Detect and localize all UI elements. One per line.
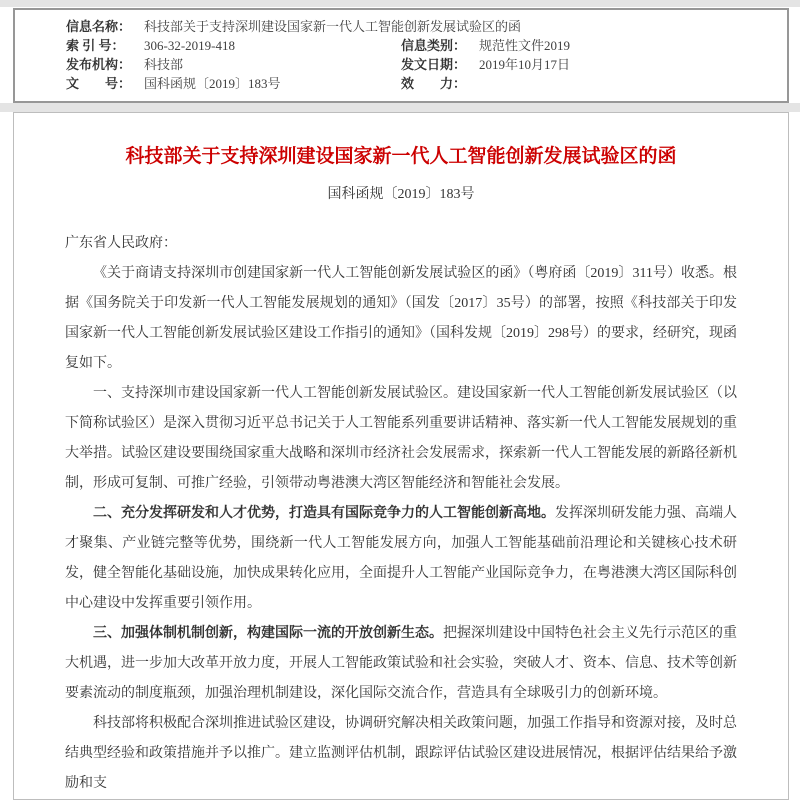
meta-label: 效 力： — [401, 76, 467, 91]
document-title: 科技部关于支持深圳建设国家新一代人工智能创新发展试验区的函 — [125, 146, 677, 167]
paragraph-text: 《关于商请支持深圳市创建国家新一代人工智能创新发展试验区的函》（粤府函〔2019〕311号）收悉。根据《国务院关于印发新一代人工智能发展规划的通知》（国发〔2017〕35号）的部署，按照《科技部关于印发国家新一代人工智能创新发展试验区建设工作指引的通知》（国科发规〔2019〕298号）的要求，经研究，现函复如下。 — [65, 266, 737, 371]
paragraph-lead-bold: 三、加强体制机制创新，构建国际一流的开放创新生态。 — [93, 626, 443, 641]
paragraph-text: 科技部将积极配合深圳推进试验区建设，协调研究解决相关政策问题，加强工作指导和资源对接，及时总结典型经验和政策措施并予以推广。建立监测评估机制，跟踪评估试验区建设进展情况，根据评估结果给予激励和支 — [65, 716, 737, 791]
paragraph-text: 把握深圳建设中国特色社会主义先行示范区的重大机遇，进一步加大改革开放力度，开展人工智能政策试验和社会实验，突破人才、资本、信息、技术等创新要素流动的制度瓶颈，加强治理机制建设，深化国际交流合作，营造具有全球吸引力的创新环境。 — [65, 626, 737, 701]
meta-value: 科技部关于支持深圳建设国家新一代人工智能创新发展试验区的函 — [144, 19, 522, 34]
meta-row — [66, 74, 777, 93]
meta-row — [66, 17, 777, 36]
meta-label: 信息名称： — [66, 19, 132, 34]
meta-value: 国科函规〔2019〕183号 — [144, 76, 281, 91]
meta-value: 2019年10月17日 — [479, 57, 571, 72]
meta-label: 索 引 号： — [66, 38, 125, 53]
document-panel — [13, 112, 789, 800]
paragraph-text: 一、支持深圳市建设国家新一代人工智能创新发展试验区。建设国家新一代人工智能创新发展试验区（以下简称试验区）是深入贯彻习近平总书记关于人工智能系列重要讲话精神、落实新一代人工智能发展规划的重大举措。试验区建设要围绕国家重大战略和深圳市经济社会发展需求，探索新一代人工智能发展的新路径新机制，形成可复制、可推广经验，引领带动粤港澳大湾区智能经济和智能社会发展。 — [65, 386, 737, 491]
meta-value: 306-32-2019-418 — [144, 38, 235, 53]
paragraph — [65, 619, 737, 709]
meta-panel — [13, 8, 789, 103]
document-body — [65, 229, 737, 799]
meta-row — [66, 55, 777, 74]
paragraph — [65, 379, 737, 499]
meta-label: 信息类别： — [401, 38, 467, 53]
meta-label: 发布机构： — [66, 57, 132, 72]
top-divider-strip — [0, 0, 800, 7]
salutation: 广东省人民政府： — [65, 236, 177, 251]
paragraph-text: 发挥深圳研发能力强、高端人才聚集、产业链完整等优势，围绕新一代人工智能发展方向，加强人工智能基础前沿理论和关键核心技术研发，健全智能化基础设施，加快成果转化应用，全面提升人工智能产业国际竞争力，在粤港澳大湾区国际科创中心建设中发挥重要引领作用。 — [65, 506, 737, 611]
meta-row — [66, 36, 777, 55]
meta-value — [479, 74, 777, 93]
paragraph — [65, 499, 737, 619]
meta-label: 文 号： — [66, 76, 132, 91]
meta-value: 规范性文件2019 — [479, 38, 571, 53]
meta-label: 发文日期： — [401, 57, 467, 72]
meta-value: 科技部 — [144, 57, 184, 72]
paragraph-lead-bold: 二、充分发挥研发和人才优势，打造具有国际竞争力的人工智能创新高地。 — [93, 506, 555, 521]
paragraph — [65, 709, 737, 799]
document-number: 国科函规〔2019〕183号 — [327, 187, 475, 202]
panel-gap-strip — [0, 103, 800, 112]
paragraph — [65, 259, 737, 379]
